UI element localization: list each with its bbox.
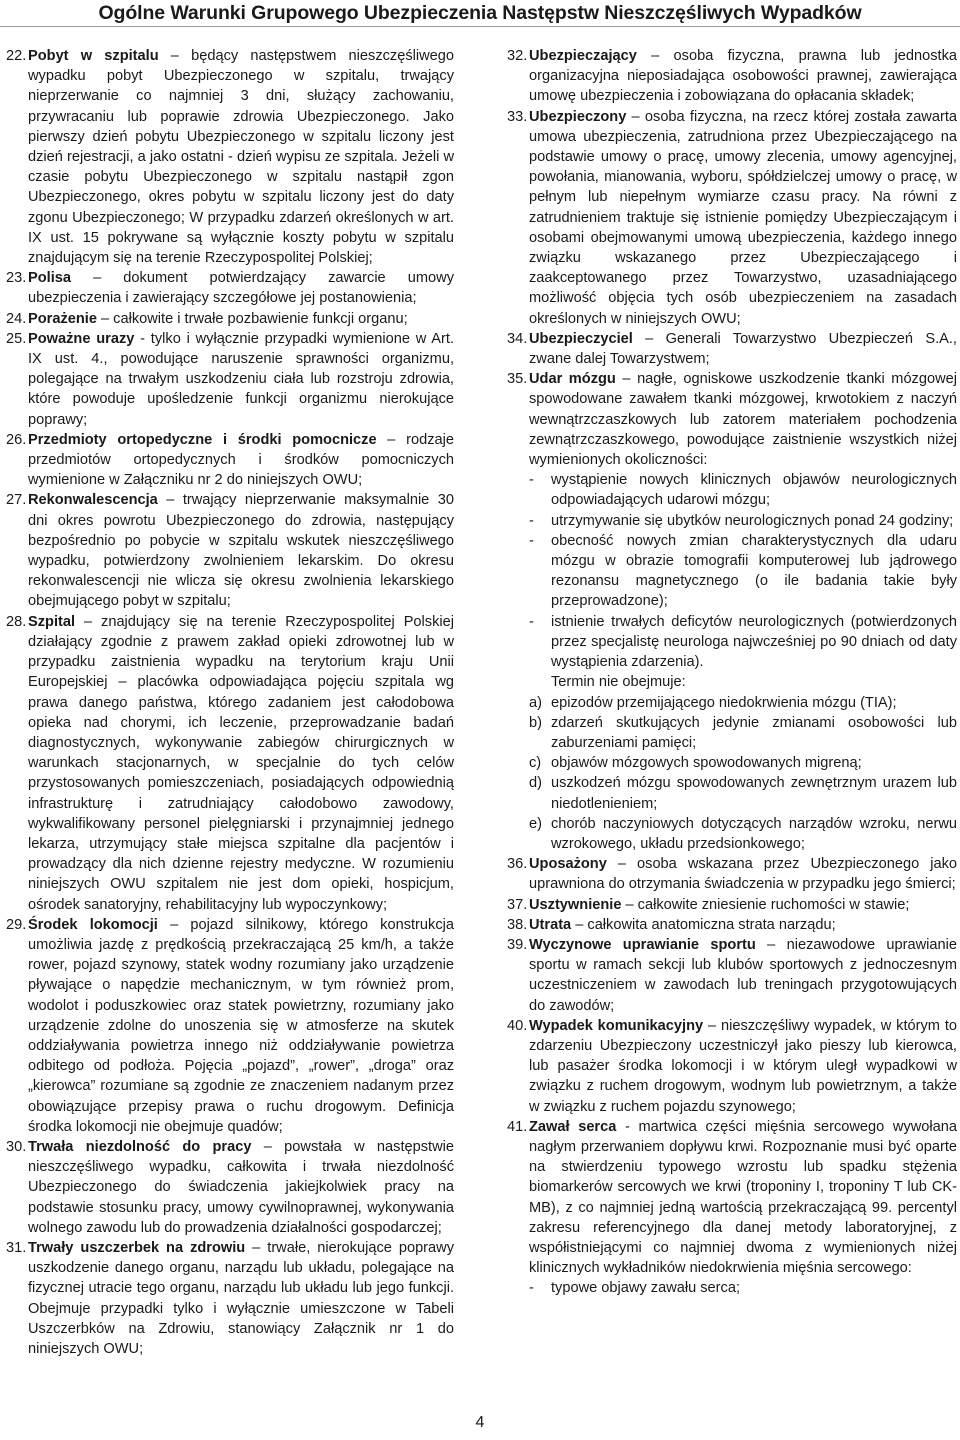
definition-item [507,935,957,1016]
condition-text: wystąpienie nowych klinicznych objawów neurologicznych odpowiadających udarowi mózgu; [551,472,957,509]
page-header [0,0,960,27]
exclusion-list-item [507,753,957,773]
list-dash: - [529,512,534,529]
list-letter: a) [529,694,542,711]
definition-item [6,490,454,611]
defined-term: Trwała niezdolność do pracy [28,1138,252,1155]
definition-item [6,268,454,308]
item-number: 40. [507,1017,528,1034]
definition-text: – osoba fizyczna, prawna lub jednostka organizacyjna nieposiadająca osobowości prawnej, zawierająca umowę ubezpieczenia i zobowiązana do opłacania składek; [529,48,957,105]
left-column [6,46,454,1359]
definition-text: - martwica części mięśnia sercowego wywołana nagłym przerwaniem dopływu krwi. Rozpoznanie musi być oparte na stwierdzeniu typowego wzrostu lub spadku stężenia biomarkerów sercowych we krwi (troponiny I, troponiny T lub CK-MB), z co najmniej jedną wartością przekraczającą 99. percentyl zakresu referencyjnego dla danej metody laboratoryjnej, z współistniejącymi co najmniej dwoma z wymienionych niżej klinicznych wykładników niedokrwienia mięśnia sercowego: [529,1118,957,1277]
defined-term: Poważne urazy [28,330,135,347]
defined-term: Szpital [28,613,76,630]
condition-text: utrzymywanie się ubytków neurologicznych ponad 24 godziny; [551,512,954,529]
exclusion-text: epizodów przemijającego niedokrwienia mózgu (TIA); [551,694,897,711]
definition-text: - tylko i wyłącznie przypadki wymienione w Art. IX ust. 4., powodujące naruszenie sprawności organizmu, polegające na trwałym uszkodzeniu ciała lub rozstroju zdrowia, które powoduje upośledzenie funkcji organizmu nierokujące poprawy; [28,330,454,428]
definition-item [507,895,957,915]
list-dash: - [529,472,534,489]
symptom-list-item [507,1278,957,1298]
defined-term: Przedmioty ortopedyczne i środki pomocnicze [28,431,377,448]
condition-list-item [507,612,957,673]
item-number: 35. [507,371,528,388]
item-number: 22. [6,48,27,64]
item-number: 34. [507,330,528,347]
definition-text: – rodzaje przedmiotów ortopedycznych i środków pomocniczych wymienione w Załączniku nr 2 do niniejszych OWU; [28,431,454,489]
defined-term: Usztywnienie [529,896,622,913]
item-number: 32. [507,48,528,64]
definition-text: – Generali Towarzystwo Ubezpieczeń S.A., zwane dalej Towarzystwem; [529,330,957,368]
definition-text: – nieszczęśliwy wypadek, w którym to zdarzeniu Ubezpieczony uczestniczył jako pieszy lub kierowca, lub pasażer środka lokomocji i w którym uległ wypadkowi w związku z ruchem drogowym, wodnym lub powietrznym, a także w związku z ruchem pojazdu szynowego; [529,1017,957,1115]
definition-item [6,430,454,491]
exclusion-list-item [507,713,957,753]
definition-item [507,329,957,369]
definition-text: – pojazd silnikowy, którego konstrukcja umożliwia jazdę z prędkością przekraczającą 25 km/h, a także rower, pojazd szynowy, statek wodny rozumiany jako urządzenie pływające o napędzie mechanicznym, w tym również prom, wodolot i poduszkowiec oraz statek powietrzny, rozumiany jako urządzenie zdolne do unoszenia się w atmosferze na skutek oddziaływania powietrza innego niż oddziaływanie powietrza odbitego od podłoża. Pojęcia „pojazd”, „rower”, „droga” oraz „kierowca” rozumiane są zgodnie ze znaczeniem nadanym przez obowiązujące przepisy prawa o ruchu drogowym. Definicja środka lokomocji nie obejmuje quadów; [28,916,454,1135]
definition-item [6,1137,454,1238]
page-number: 4 [475,1414,485,1431]
definition-text: – całkowite zniesienie ruchomości w stawie; [621,896,910,913]
exclusion-text: chorób naczyniowych dotyczących narządów wzroku, nerwu wzrokowego, układu przedsionkowego; [551,815,957,852]
definition-item [507,1016,957,1117]
item-number: 38. [507,916,528,933]
exclusion-text: zdarzeń skutkujących jedynie zmianami osobowości lub zaburzeniami pamięci; [551,714,957,751]
definition-text: – będący następstwem nieszczęśliwego wypadku pobyt Ubezpieczonego w szpitalu, trwający nieprzerwanie co najmniej 3 dni, służący zachowaniu, przywracaniu lub poprawie zdrowia Ubezpieczonego. Jako pierwszy dzień pobytu Ubezpieczonego w szpitalu liczony jest dzień rejestracji, a jako ostatni - dzień wypisu ze szpitala. Jeżeli w czasie pobytu Ubezpieczonego w szpitalu nastąpił zgon Ubezpieczonego, okres pobytu w szpitalu liczony jest do daty zgonu Ubezpieczonego; W przypadku zdarzeń określonych w art. IX ust. 15 pokrywane są wyłącznie koszty pobytu w szpitalu znajdującym się na terenie Rzeczypospolitej Polskiej; [28,48,454,267]
defined-term: Rekonwalescencja [28,492,158,509]
definition-item [507,107,957,329]
definition-item [6,1238,454,1359]
item-number: 29. [6,916,27,933]
item-number: 30. [6,1138,27,1155]
condition-text: istnienie trwałych deficytów neurologicznych (potwierdzonych przez specjalistę neurologa najwcześniej po 90 dniach od daty wystąpienia zdarzenia). [551,613,957,671]
defined-term: Zawał serca [529,1118,617,1135]
item-number: 27. [6,492,27,509]
right-column [507,46,957,1299]
definition-item [6,46,454,268]
definition-item [507,915,957,935]
definition-text: – osoba wskazana przez Ubezpieczonego jako uprawniona do otrzymania świadczenia w przypadku jego śmierci; [529,856,957,893]
item-number: 37. [507,896,528,913]
item-number: 25. [6,330,27,347]
list-dash: - [529,532,534,549]
item-number: 39. [507,936,528,953]
definition-text: – osoba fizyczna, na rzecz której została zawarta umowa ubezpieczenia, zatrudniona przez Ubezpieczającego na podstawie umowy o pracę, umowy zlecenia, umowy agencyjnej, powołania, mianowania, wyboru, spółdzielczej umowy o pracę, w pełnym lub niepełnym wymiarze czasu pracy. Na równi z zatrudnieniem traktuje się istnienie pomiędzy Ubezpieczającym i osobami obejmowanymi umową ubezpieczenia, każdego innego związku wskazanego przez Ubezpieczającego i zaakceptowanego przez Towarzystwo, uzasadniającego możliwość objęcia tych osób ubezpieczeniem na zasadach określonych w niniejszych OWU; [529,108,957,327]
exclusion-list-item [507,814,957,854]
defined-term: Wyczynowe uprawianie sportu [529,936,756,953]
item-number: 31. [6,1239,27,1256]
exclusion-text: uszkodzeń mózgu spowodowanych zewnętrznym urazem lub niedotlenieniem; [551,775,957,812]
definition-item [507,1117,957,1279]
item-number: 26. [6,431,27,448]
definition-text: – całkowite i trwałe pozbawienie funkcji organu; [96,310,408,327]
defined-term: Ubezpieczający [529,48,637,64]
definition-text: – trwający nieprzerwanie maksymalnie 30 dni okres powrotu Ubezpieczonego do zdrowia, następujący bezpośrednio po pobycie w szpitalu wskutek nieszczęśliwego wypadku, potwierdzony zwolnieniem lekarskim. Do okresu rekonwalescencji nie wlicza się okresu zwolnienia lekarskiego obejmującego pobyt w szpitalu; [28,492,454,610]
list-letter: c) [529,755,542,772]
exclusion-text: objawów mózgowych spowodowanych migreną; [551,755,862,772]
definition-item [507,854,957,894]
definition-item [507,369,957,470]
definition-text: – trwałe, nierokujące poprawy uszkodzenie danego organu, narządu lub układu, polegające na fizycznej utracie tego organu, narządu lub układu lub jego funkcji. Obejmuje przypadki tylko i wyłącznie umieszczone w Tabeli Uszczerbków na Zdrowiu, stanowiący Załącznik nr 1 do niniejszych OWU; [28,1239,454,1357]
definition-item [6,612,454,915]
defined-term: Ubezpieczyciel [529,330,633,347]
definition-text: – powstała w następstwie nieszczęśliwego wypadku, całkowita i trwała niezdolność Ubezpieczonego do świadczenia jakiejkolwiek pracy na podstawie stosunku pracy, umowy cywilnoprawnej, wykonywania wolnego zawodu lub do prowadzenia działalności gospodarczej; [28,1138,454,1236]
definition-item [6,329,454,430]
definition-text: – całkowita anatomiczna strata narządu; [571,916,836,933]
defined-term: Utrata [529,916,572,933]
condition-list-item [507,531,957,612]
exclusion-intro: Termin nie obejmuje: [551,674,686,691]
item-number: 28. [6,613,27,630]
item-number: 23. [6,270,27,287]
condition-list-item [507,511,957,531]
list-dash: - [529,613,534,630]
list-letter: d) [529,775,542,792]
definition-text: – znajdujący się na terenie Rzeczypospolitej Polskiej działający zgodnie z prawem zakład opieki zdrowotnej lub w przypadku zaistnienia wypadku na terytorium kraju Unii Europejskiej – placówka odpowiadająca pojęciu szpitala wg prawa danego państwa, którego zadaniem jest całodobowa opieka nad chorymi, ich leczenie, przeprowadzanie badań diagnostycznych, wykonywanie zabiegów chirurgicznych w warunkach stacjonarnych, w specjalnie do tych celów przystosowanych pomieszczeniach, posiadających odpowiednią infrastrukturę i zatrudniający całodobowo zawodowy, wykwalifikowany personel pielęgniarski i przynajmniej jednego lekarza, utrzymujący stałe miejsca szpitalne dla pacjentów i prowadzący dla nich dzienne rejestry medyczne. W rozumieniu niniejszych OWU szpitalem nie jest dom opieki, hospicjum, ośrodek sanatoryjny, rehabilitacyjny lub wypoczynkowy; [28,613,454,913]
item-number: 24. [6,310,27,327]
item-number: 33. [507,108,528,125]
defined-term: Ubezpieczony [529,108,627,125]
document-title: Ogólne Warunki Grupowego Ubezpieczenia Następstw Nieszczęśliwych Wypadków [98,2,862,24]
condition-list-item [507,470,957,510]
list-letter: b) [529,714,542,731]
list-letter: e) [529,815,542,832]
definition-item [6,309,454,329]
list-dash: - [529,1280,534,1297]
symptom-text: typowe objawy zawału serca; [551,1280,740,1297]
defined-term: Udar mózgu [529,371,616,388]
defined-term: Uposażony [529,856,607,873]
defined-term: Porażenie [28,310,97,327]
definition-item [507,46,957,107]
defined-term: Pobyt w szpitalu [28,48,159,64]
defined-term: Trwały uszczerbek na zdrowiu [28,1239,246,1256]
condition-text: obecność nowych zmian charakterystycznych dla udaru mózgu w obrazie tomografii komputerowej lub jądrowego rezonansu magnetycznego (o ile badania takie były przeprowadzone); [551,532,957,610]
defined-term: Środek lokomocji [28,916,158,933]
definition-text: – niezawodowe uprawianie sportu w ramach sekcji lub klubów sportowych z jednoczesnym uczestniczeniem w zawodach lub treningach przygotowujących do zawodów; [529,936,957,1014]
item-number: 41. [507,1118,528,1135]
definition-item [6,915,454,1137]
exclusion-list-item [507,773,957,813]
defined-term: Polisa [28,270,71,287]
exclusion-list-item [507,693,957,713]
definition-text: – dokument potwierdzający zawarcie umowy ubezpieczenia i zawierający szczegółowe jej postanowienia; [28,270,454,307]
definition-text: – nagłe, ogniskowe uszkodzenie tkanki mózgowej spowodowane zawałem tkanki mózgowej, krwotokiem z naczyń wewnątrzczaszkowych lub zatorem materiałem pochodzenia zewnątrzczaszkowego, powodujące zaistnienie wszystkich niżej wymienionych okoliczności: [529,371,957,469]
item-number: 36. [507,856,528,873]
defined-term: Wypadek komunikacyjny [529,1017,704,1034]
